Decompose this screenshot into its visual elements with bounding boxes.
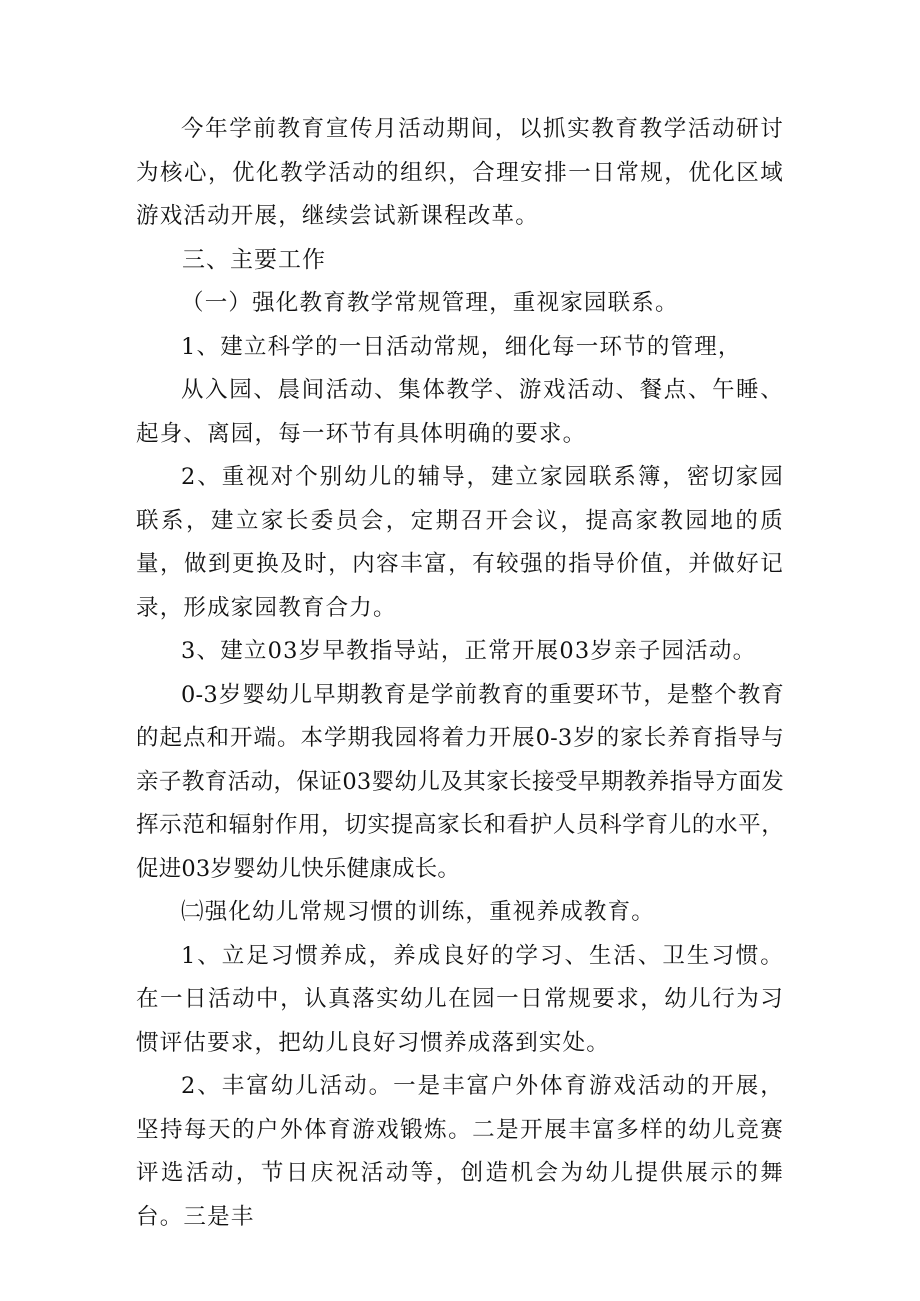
paragraph-item-3-early-education: 3、建立03岁早教指导站，正常开展03岁亲子园活动。 (181, 638, 757, 664)
paragraph-intro: 今年学前教育宣传月活动期间，以抓实教育教学活动研讨为核心，优化教学活动的组织，合理安排一日常规，优化区域游戏活动开展，继续尝试新课程改革。 (136, 116, 784, 229)
paragraph-item-2-home-contact: 2、重视对个别幼儿的辅导，建立家园联系簿，密切家园联系，建立家长委员会，定期召开会议，提高家教园地的质量，做到更换及时，内容丰富，有较强的指导价值，并做好记录，形成家园教育合力。 (136, 464, 784, 621)
paragraph-item-1-daily-routine: 1、建立科学的一日活动常规，细化每一环节的管理， (181, 333, 742, 360)
paragraph-routine-requirements: 从入园、晨间活动、集体教学、游戏活动、餐点、午睡、起身、离园，每一环节有具体明确的要求。 (136, 377, 784, 447)
paragraph-enrich-activities: 2、丰富幼儿活动。一是丰富户外体育游戏活动的开展，坚持每天的户外体育游戏锻炼。二是开展丰富多样的幼儿竞赛评选活动，节日庆祝活动等，创造机会为幼儿提供展示的舞台。三是丰 (136, 1073, 784, 1230)
subheading-habit-training: ㈡强化幼儿常规习惯的训练，重视养成教育。 (181, 899, 656, 925)
section-heading-main-work: 三、主要工作 (182, 246, 326, 273)
paragraph-habit-formation: 1、立足习惯养成，养成良好的学习、生活、卫生习惯。在一日活动中，认真落实幼儿在园一日常规要求，幼儿行为习惯评估要求，把幼儿良好习惯养成落到实处。 (136, 942, 784, 1056)
document-body (136, 108, 784, 1239)
paragraph-infant-education: 0-3岁婴幼儿早期教育是学前教育的重要环节，是整个教育的起点和开端。本学期我园将着力开展0-3岁的家长养育指导与亲子教育活动，保证03婴幼儿及其家长接受早期教养指导方面发挥示范和辐射作用，切实提高家长和看护人员科学育儿的水平，促进03岁婴幼儿快乐健康成长。 (136, 681, 784, 882)
subheading-routine-management: （一）强化教育教学常规管理，重视家园联系。 (181, 290, 679, 316)
